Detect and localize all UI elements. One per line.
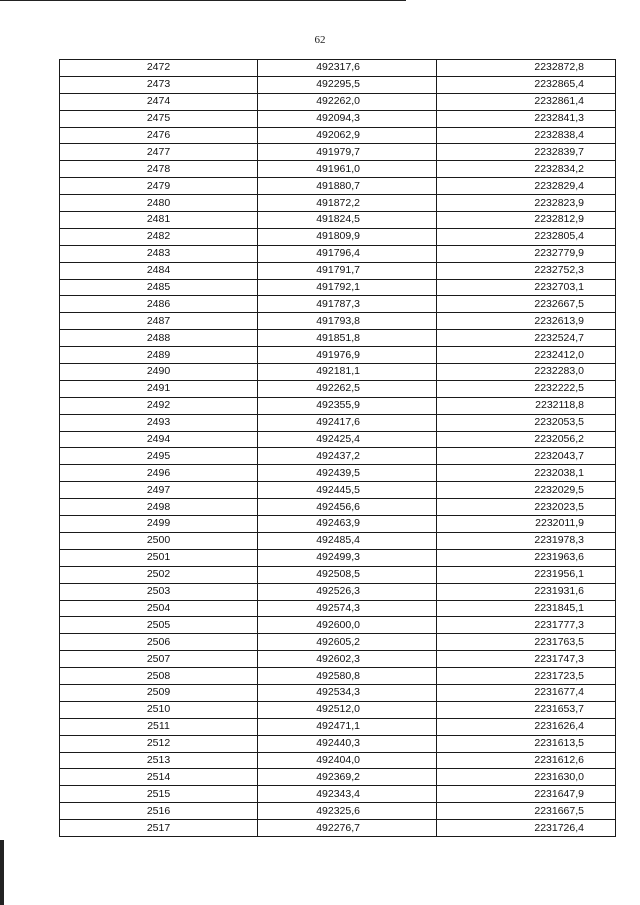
table-row <box>60 617 616 634</box>
x-coordinate-cell: 492485,4 <box>258 532 437 549</box>
y-coordinate-cell: 2232839,7 <box>437 144 616 161</box>
y-coordinate-cell: 2231726,4 <box>437 820 616 837</box>
y-coordinate-cell: 2232861,4 <box>437 93 616 110</box>
scan-edge-mark <box>0 840 4 905</box>
y-coordinate-cell: 2232118,8 <box>437 397 616 414</box>
point-number-cell: 2489 <box>60 347 258 364</box>
y-coordinate-cell: 2232023,5 <box>437 499 616 516</box>
x-coordinate-cell: 491851,8 <box>258 330 437 347</box>
table-row <box>60 110 616 127</box>
x-coordinate-cell: 491979,7 <box>258 144 437 161</box>
point-number-cell: 2479 <box>60 178 258 195</box>
point-number-cell: 2512 <box>60 735 258 752</box>
x-coordinate-cell: 492574,3 <box>258 600 437 617</box>
x-coordinate-cell: 492600,0 <box>258 617 437 634</box>
x-coordinate-cell: 492317,6 <box>258 60 437 77</box>
x-coordinate-cell: 492417,6 <box>258 414 437 431</box>
point-number-cell: 2515 <box>60 786 258 803</box>
x-coordinate-cell: 492262,5 <box>258 380 437 397</box>
y-coordinate-cell: 2232412,0 <box>437 347 616 364</box>
table-row <box>60 380 616 397</box>
point-number-cell: 2494 <box>60 431 258 448</box>
x-coordinate-cell: 491976,9 <box>258 347 437 364</box>
y-coordinate-cell: 2232667,5 <box>437 296 616 313</box>
point-number-cell: 2496 <box>60 465 258 482</box>
point-number-cell: 2505 <box>60 617 258 634</box>
y-coordinate-cell: 2232838,4 <box>437 127 616 144</box>
point-number-cell: 2516 <box>60 803 258 820</box>
y-coordinate-cell: 2231845,1 <box>437 600 616 617</box>
y-coordinate-cell: 2232812,9 <box>437 212 616 229</box>
point-number-cell: 2508 <box>60 668 258 685</box>
point-number-cell: 2475 <box>60 110 258 127</box>
x-coordinate-cell: 491824,5 <box>258 212 437 229</box>
table-row <box>60 499 616 516</box>
y-coordinate-cell: 2232779,9 <box>437 245 616 262</box>
x-coordinate-cell: 492580,8 <box>258 668 437 685</box>
top-rule <box>0 0 406 1</box>
x-coordinate-cell: 492325,6 <box>258 803 437 820</box>
table-row <box>60 279 616 296</box>
y-coordinate-cell: 2231747,3 <box>437 651 616 668</box>
table-row <box>60 76 616 93</box>
point-number-cell: 2503 <box>60 583 258 600</box>
point-number-cell: 2472 <box>60 60 258 77</box>
x-coordinate-cell: 491872,2 <box>258 195 437 212</box>
table-row <box>60 786 616 803</box>
point-number-cell: 2492 <box>60 397 258 414</box>
y-coordinate-cell: 2232056,2 <box>437 431 616 448</box>
table-row <box>60 431 616 448</box>
point-number-cell: 2501 <box>60 549 258 566</box>
table-row <box>60 532 616 549</box>
point-number-cell: 2473 <box>60 76 258 93</box>
y-coordinate-cell: 2231653,7 <box>437 701 616 718</box>
x-coordinate-cell: 491793,8 <box>258 313 437 330</box>
point-number-cell: 2513 <box>60 752 258 769</box>
x-coordinate-cell: 492526,3 <box>258 583 437 600</box>
table-row <box>60 127 616 144</box>
x-coordinate-cell: 491809,9 <box>258 228 437 245</box>
x-coordinate-cell: 492605,2 <box>258 634 437 651</box>
x-coordinate-cell: 492602,3 <box>258 651 437 668</box>
y-coordinate-cell: 2231978,3 <box>437 532 616 549</box>
table-row <box>60 566 616 583</box>
x-coordinate-cell: 492499,3 <box>258 549 437 566</box>
x-coordinate-cell: 492512,0 <box>258 701 437 718</box>
x-coordinate-cell: 491791,7 <box>258 262 437 279</box>
point-number-cell: 2485 <box>60 279 258 296</box>
point-number-cell: 2502 <box>60 566 258 583</box>
y-coordinate-cell: 2232865,4 <box>437 76 616 93</box>
point-number-cell: 2497 <box>60 482 258 499</box>
x-coordinate-cell: 492355,9 <box>258 397 437 414</box>
table-row <box>60 60 616 77</box>
point-number-cell: 2517 <box>60 820 258 837</box>
y-coordinate-cell: 2231647,9 <box>437 786 616 803</box>
x-coordinate-cell: 492369,2 <box>258 769 437 786</box>
table-row <box>60 465 616 482</box>
x-coordinate-cell: 491792,1 <box>258 279 437 296</box>
x-coordinate-cell: 492276,7 <box>258 820 437 837</box>
y-coordinate-cell: 2232053,5 <box>437 414 616 431</box>
table-row <box>60 448 616 465</box>
coordinates-table-body <box>60 60 616 837</box>
table-row <box>60 549 616 566</box>
y-coordinate-cell: 2232823,9 <box>437 195 616 212</box>
table-row <box>60 651 616 668</box>
point-number-cell: 2498 <box>60 499 258 516</box>
x-coordinate-cell: 491787,3 <box>258 296 437 313</box>
table-row <box>60 583 616 600</box>
y-coordinate-cell: 2232029,5 <box>437 482 616 499</box>
point-number-cell: 2476 <box>60 127 258 144</box>
x-coordinate-cell: 492440,3 <box>258 735 437 752</box>
x-coordinate-cell: 491796,4 <box>258 245 437 262</box>
x-coordinate-cell: 492534,3 <box>258 684 437 701</box>
table-row <box>60 364 616 381</box>
coordinates-table <box>59 59 616 837</box>
y-coordinate-cell: 2231763,5 <box>437 634 616 651</box>
x-coordinate-cell: 492471,1 <box>258 718 437 735</box>
point-number-cell: 2493 <box>60 414 258 431</box>
y-coordinate-cell: 2232283,0 <box>437 364 616 381</box>
point-number-cell: 2477 <box>60 144 258 161</box>
x-coordinate-cell: 491961,0 <box>258 161 437 178</box>
point-number-cell: 2486 <box>60 296 258 313</box>
x-coordinate-cell: 492404,0 <box>258 752 437 769</box>
point-number-cell: 2495 <box>60 448 258 465</box>
table-row <box>60 296 616 313</box>
point-number-cell: 2500 <box>60 532 258 549</box>
point-number-cell: 2504 <box>60 600 258 617</box>
table-row <box>60 330 616 347</box>
y-coordinate-cell: 2232038,1 <box>437 465 616 482</box>
y-coordinate-cell: 2232829,4 <box>437 178 616 195</box>
table-row <box>60 752 616 769</box>
point-number-cell: 2478 <box>60 161 258 178</box>
y-coordinate-cell: 2231613,5 <box>437 735 616 752</box>
x-coordinate-cell: 492425,4 <box>258 431 437 448</box>
x-coordinate-cell: 492508,5 <box>258 566 437 583</box>
point-number-cell: 2510 <box>60 701 258 718</box>
y-coordinate-cell: 2231931,6 <box>437 583 616 600</box>
y-coordinate-cell: 2231677,4 <box>437 684 616 701</box>
x-coordinate-cell: 492295,5 <box>258 76 437 93</box>
point-number-cell: 2499 <box>60 516 258 533</box>
point-number-cell: 2490 <box>60 364 258 381</box>
table-row <box>60 93 616 110</box>
table-row <box>60 482 616 499</box>
table-row <box>60 262 616 279</box>
y-coordinate-cell: 2232524,7 <box>437 330 616 347</box>
y-coordinate-cell: 2232752,3 <box>437 262 616 279</box>
table-row <box>60 668 616 685</box>
table-row <box>60 600 616 617</box>
point-number-cell: 2488 <box>60 330 258 347</box>
table-row <box>60 347 616 364</box>
y-coordinate-cell: 2232222,5 <box>437 380 616 397</box>
table-row <box>60 718 616 735</box>
table-row <box>60 212 616 229</box>
y-coordinate-cell: 2232011,9 <box>437 516 616 533</box>
table-row <box>60 735 616 752</box>
point-number-cell: 2514 <box>60 769 258 786</box>
x-coordinate-cell: 492456,6 <box>258 499 437 516</box>
y-coordinate-cell: 2232613,9 <box>437 313 616 330</box>
point-number-cell: 2480 <box>60 195 258 212</box>
table-row <box>60 397 616 414</box>
point-number-cell: 2474 <box>60 93 258 110</box>
x-coordinate-cell: 492439,5 <box>258 465 437 482</box>
table-row <box>60 313 616 330</box>
table-row <box>60 414 616 431</box>
x-coordinate-cell: 492062,9 <box>258 127 437 144</box>
table-row <box>60 245 616 262</box>
x-coordinate-cell: 492445,5 <box>258 482 437 499</box>
table-row <box>60 161 616 178</box>
table-row <box>60 144 616 161</box>
point-number-cell: 2481 <box>60 212 258 229</box>
y-coordinate-cell: 2231612,6 <box>437 752 616 769</box>
x-coordinate-cell: 492463,9 <box>258 516 437 533</box>
y-coordinate-cell: 2231777,3 <box>437 617 616 634</box>
point-number-cell: 2483 <box>60 245 258 262</box>
y-coordinate-cell: 2231667,5 <box>437 803 616 820</box>
table-row <box>60 803 616 820</box>
y-coordinate-cell: 2231723,5 <box>437 668 616 685</box>
y-coordinate-cell: 2231626,4 <box>437 718 616 735</box>
x-coordinate-cell: 492094,3 <box>258 110 437 127</box>
table-row <box>60 701 616 718</box>
table-row <box>60 516 616 533</box>
y-coordinate-cell: 2231630,0 <box>437 769 616 786</box>
x-coordinate-cell: 492343,4 <box>258 786 437 803</box>
table-row <box>60 820 616 837</box>
x-coordinate-cell: 492437,2 <box>258 448 437 465</box>
point-number-cell: 2506 <box>60 634 258 651</box>
table-row <box>60 769 616 786</box>
table-row <box>60 634 616 651</box>
y-coordinate-cell: 2231963,6 <box>437 549 616 566</box>
x-coordinate-cell: 492262,0 <box>258 93 437 110</box>
y-coordinate-cell: 2232805,4 <box>437 228 616 245</box>
table-row <box>60 228 616 245</box>
point-number-cell: 2491 <box>60 380 258 397</box>
point-number-cell: 2511 <box>60 718 258 735</box>
point-number-cell: 2484 <box>60 262 258 279</box>
table-row <box>60 178 616 195</box>
table-row <box>60 684 616 701</box>
y-coordinate-cell: 2232841,3 <box>437 110 616 127</box>
y-coordinate-cell: 2232872,8 <box>437 60 616 77</box>
y-coordinate-cell: 2232043,7 <box>437 448 616 465</box>
y-coordinate-cell: 2231956,1 <box>437 566 616 583</box>
y-coordinate-cell: 2232703,1 <box>437 279 616 296</box>
x-coordinate-cell: 492181,1 <box>258 364 437 381</box>
x-coordinate-cell: 491880,7 <box>258 178 437 195</box>
table-row <box>60 195 616 212</box>
point-number-cell: 2509 <box>60 684 258 701</box>
point-number-cell: 2487 <box>60 313 258 330</box>
page-number: 62 <box>314 34 326 46</box>
point-number-cell: 2507 <box>60 651 258 668</box>
point-number-cell: 2482 <box>60 228 258 245</box>
y-coordinate-cell: 2232834,2 <box>437 161 616 178</box>
